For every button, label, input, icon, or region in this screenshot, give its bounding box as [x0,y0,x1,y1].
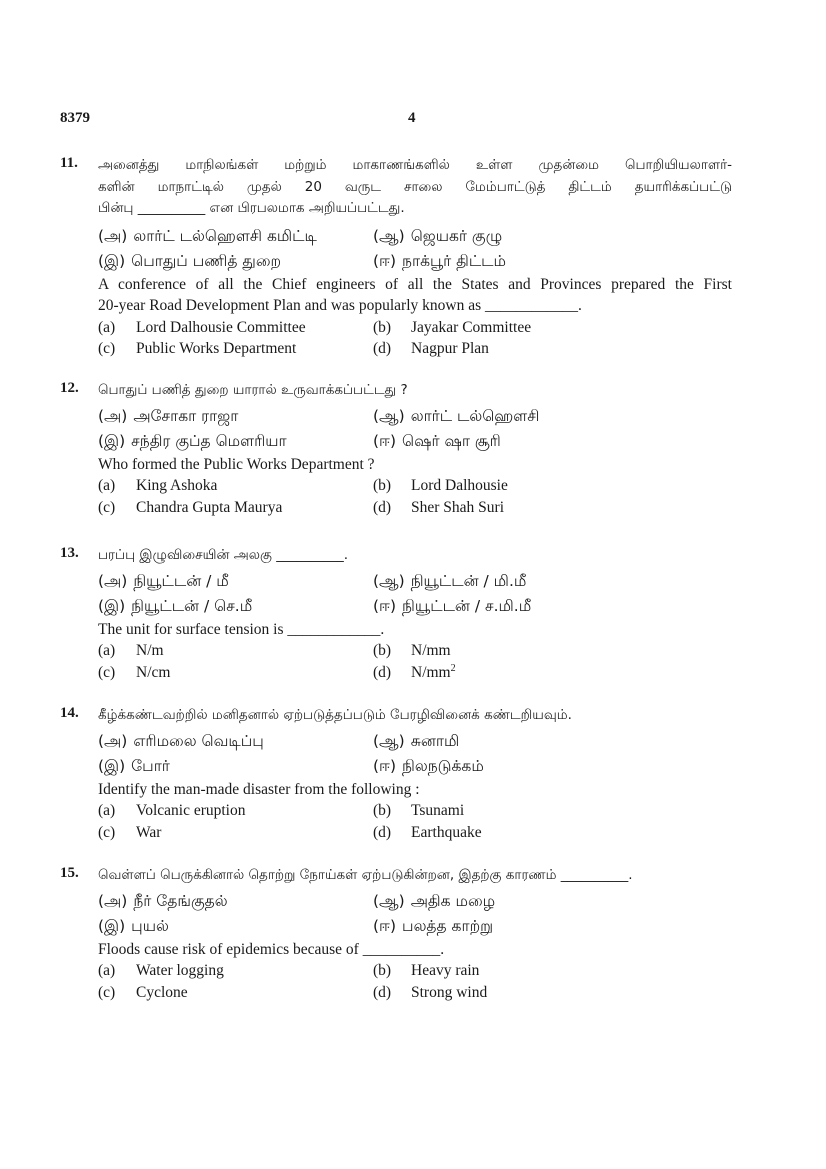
question-text-english: A conference of all the Chief engineers of all the States and Provinces prepared the First [98,275,732,293]
question-text-tamil: களின் மாநாட்டில் முதல் 20 வருட சாலை மேம்பாட்டுத் திட்டம் தயாரிக்கப்பட்டு [98,178,732,195]
question-text-tamil: வெள்ளப் பெருக்கினால் தொற்று நோய்கள் ஏற்படுகின்றன, இதற்கு காரணம் __________. [98,867,633,883]
option-d[interactable]: (d) Nagpur Plan [373,340,489,357]
option-c-tamil[interactable]: (இ) சந்திர குப்த மௌரியா [98,431,287,450]
option-c[interactable]: (c) Cyclone [98,983,188,1001]
option-d[interactable]: (d) Earthquake [373,823,482,841]
option-b-tamil[interactable]: (ஆ) ஜெயகர் குழு [373,226,503,245]
question-text-english: Identify the man-made disaster from the following : [98,780,420,798]
page-number: 4 [408,110,416,126]
option-b-tamil[interactable]: (ஆ) நியூட்டன் / மி.மீ [373,571,527,590]
option-a[interactable]: (a) Water logging [98,962,224,979]
option-d-tamil[interactable]: (ஈ) நாக்பூர் திட்டம் [373,251,506,270]
option-b-tamil[interactable]: (ஆ) அதிக மழை [373,891,496,910]
option-a-tamil[interactable]: (அ) லார்ட் டல்ஹௌசி கமிட்டி [98,226,317,245]
option-b[interactable]: (b) Heavy rain [373,962,480,979]
option-b[interactable]: (b) Jayakar Committee [373,318,532,336]
question-text-english: The unit for surface tension is ____________. [98,620,385,638]
option-d-tamil[interactable]: (ஈ) நிலநடுக்கம் [373,756,484,775]
option-c[interactable]: (c) Chandra Gupta Maurya [98,498,283,516]
option-a[interactable]: (a) N/m [98,642,164,659]
option-c[interactable]: (c) Public Works Department [98,340,297,357]
question-text-english: Floods cause risk of epidemics because of __________. [98,940,445,958]
option-a-tamil[interactable]: (அ) நியூட்டன் / மீ [98,571,229,590]
option-c[interactable]: (c) War [98,823,162,841]
option-a[interactable]: (a) King Ashoka [98,477,218,494]
question-text-tamil: அனைத்து மாநிலங்கள் மற்றும் மாகாணங்களில் உள்ள முதன்மை பொறியியலாளர்- [98,157,732,173]
question-number: 15. [60,865,79,881]
option-c-tamil[interactable]: (இ) பொதுப் பணித் துறை [98,251,282,270]
question-number: 12. [60,380,79,396]
option-d[interactable]: (d) Strong wind [373,983,488,1001]
option-a[interactable]: (a) Lord Dalhousie Committee [98,318,306,336]
option-a-tamil[interactable]: (அ) நீர் தேங்குதல் [98,891,228,910]
option-a-tamil[interactable]: (அ) அசோகா ராஜா [98,406,239,425]
option-d-tamil[interactable]: (ஈ) பலத்த காற்று [373,916,494,935]
question-number: 14. [60,705,79,721]
option-c-tamil[interactable]: (இ) போர் [98,756,170,775]
option-d-tamil[interactable]: (ஈ) நியூட்டன் / ச.மி.மீ [373,596,532,615]
page-header [60,110,766,130]
option-c-tamil[interactable]: (இ) புயல் [98,916,169,935]
option-b[interactable]: (b) N/mm [373,642,451,659]
question-number: 11. [60,155,78,171]
question-text-english: 20-year Road Development Plan and was popularly known as ____________. [98,297,582,314]
question-text-english: Who formed the Public Works Department ? [98,455,375,473]
option-d-tamil[interactable]: (ஈ) ஷெர் ஷா சூரி [373,431,501,450]
question-text-tamil: கீழ்க்கண்டவற்றில் மனிதனால் ஏற்படுத்தப்படும் பேரழிவினைக் கண்டறியவும். [98,707,572,723]
option-b-tamil[interactable]: (ஆ) சுனாமி [373,731,460,750]
option-c[interactable]: (c) N/cm [98,663,171,681]
option-c-tamil[interactable]: (இ) நியூட்டன் / செ.மீ [98,596,253,615]
option-b[interactable]: (b) Tsunami [373,802,465,819]
question-text-tamil: பொதுப் பணித் துறை யாரால் உருவாக்கப்பட்டது ? [98,382,408,398]
question-text-tamil: பின்பு __________ என பிரபலமாக அறியப்பட்டது. [98,200,405,216]
superscript: 2 [450,662,456,674]
option-a-tamil[interactable]: (அ) எரிமலை வெடிப்பு [98,731,264,750]
option-d[interactable]: (d) Sher Shah Suri [373,498,504,516]
option-d[interactable]: (d) $N/mm^2$ [373,662,456,681]
option-b-tamil[interactable]: (ஆ) லார்ட் டல்ஹௌசி [373,406,540,425]
question-text-tamil: பரப்பு இழுவிசையின் அலகு __________. [98,547,349,563]
option-a[interactable]: (a) Volcanic eruption [98,802,246,819]
question-number: 13. [60,545,79,561]
option-b[interactable]: (b) Lord Dalhousie [373,477,508,494]
paper-code: 8379 [60,110,90,126]
